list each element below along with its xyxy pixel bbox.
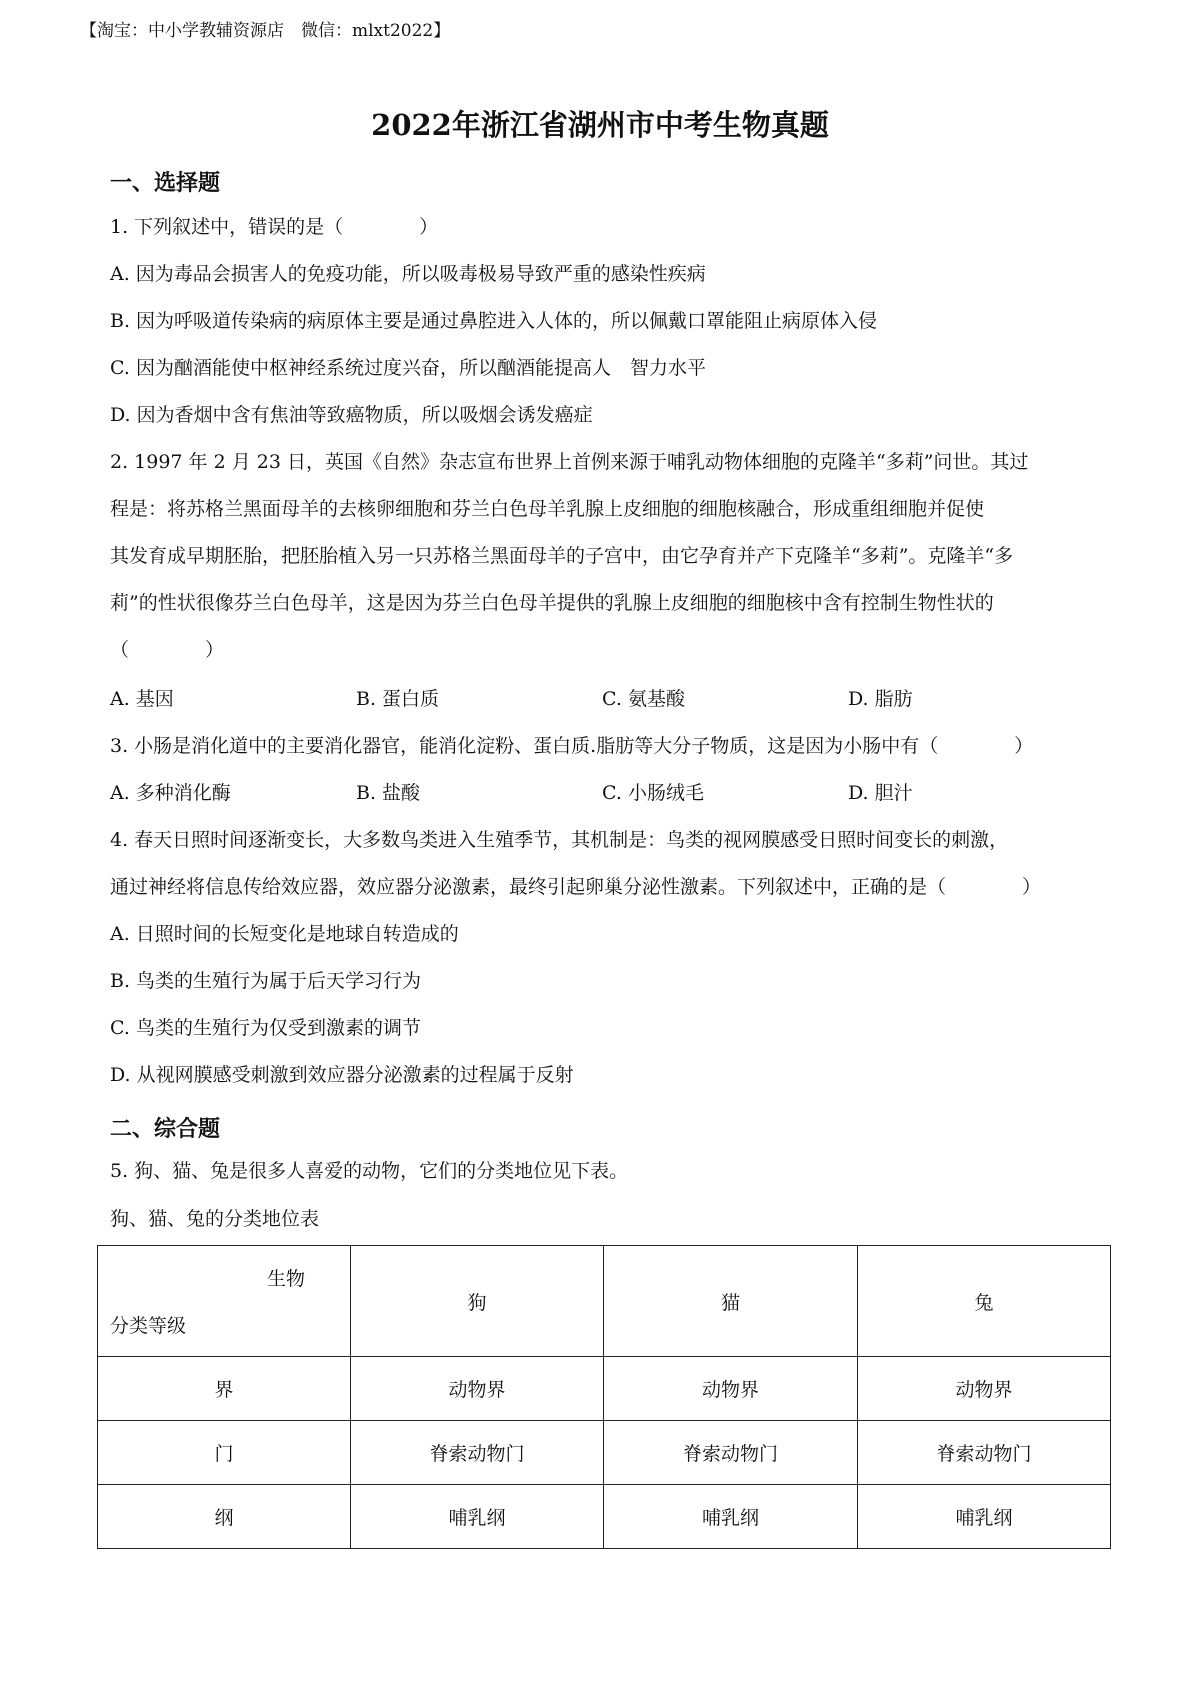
question-5-stem: 5. 狗、猫、兔是很多人喜爱的动物，它们的分类地位见下表。 — [110, 1160, 629, 1182]
question-1-option-d: D. 因为香烟中含有焦油等致癌物质，所以吸烟会诱发癌症 — [110, 404, 593, 426]
question-2-line: 2. 1997 年 2 月 23 日，英国《自然》杂志宣布世界上首例来源于哺乳动物体细胞的克隆羊“多莉”问世。其过 — [110, 451, 1029, 473]
row-header: 纲 — [98, 1485, 351, 1549]
table-cell: 动物界 — [351, 1357, 604, 1421]
section-heading-choice: 一、选择题 — [110, 170, 221, 196]
page-title: 2022年浙江省湖州市中考生物真题 — [371, 108, 829, 142]
question-2-line: （ ） — [110, 639, 225, 661]
question-4-line: 4. 春天日照时间逐渐变长，大多数鸟类进入生殖季节，其机制是：鸟类的视网膜感受日照时间变长的刺激， — [110, 829, 1009, 851]
table-row — [98, 1485, 1111, 1549]
column-header: 猫 — [604, 1246, 858, 1357]
table-cell: 哺乳纲 — [604, 1485, 858, 1549]
question-4-option-b: B. 鸟类的生殖行为属于后天学习行为 — [110, 970, 422, 992]
row-header: 门 — [98, 1421, 351, 1485]
question-2-option-c: C. 氨基酸 — [602, 688, 685, 710]
question-1-option-c: C. 因为酗酒能使中枢神经系统过度兴奋，所以酗酒能提高人 智力水平 — [110, 357, 706, 379]
question-2-line: 其发育成早期胚胎，把胚胎植入另一只苏格兰黑面母羊的子宫中，由它孕育并产下克隆羊“多莉”。克隆羊“多 — [110, 545, 1014, 567]
question-3-option-c: C. 小肠绒毛 — [602, 782, 704, 804]
table-header-row — [98, 1246, 1111, 1357]
question-2-line: 程是：将苏格兰黑面母羊的去核卵细胞和芬兰白色母羊乳腺上皮细胞的细胞核融合，形成重组细胞并促使 — [110, 498, 985, 520]
question-3-option-d: D. 胆汁 — [848, 782, 913, 804]
table-cell: 脊索动物门 — [858, 1421, 1111, 1485]
question-1-stem: 1. 下列叙述中，错误的是（ ） — [110, 216, 439, 238]
question-1-option-a: A. 因为毒品会损害人的免疫功能，所以吸毒极易导致严重的感染性疾病 — [110, 263, 706, 285]
corner-label-organism: 生物 — [266, 1268, 305, 1290]
column-header: 兔 — [858, 1246, 1111, 1357]
taxonomy-table — [97, 1245, 1111, 1549]
question-3-stem: 3. 小肠是消化道中的主要消化器官，能消化淀粉、蛋白质.脂肪等大分子物质，这是因为小肠中有（ ） — [110, 735, 1034, 757]
corner-label-rank: 分类等级 — [110, 1315, 187, 1337]
question-2-line: 莉”的性状很像芬兰白色母羊，这是因为芬兰白色母羊提供的乳腺上皮细胞的细胞核中含有控制生物性状的 — [110, 592, 994, 614]
table-corner-cell — [98, 1246, 351, 1357]
question-3-option-b: B. 盐酸 — [356, 782, 421, 804]
question-2-option-d: D. 脂肪 — [848, 688, 913, 710]
table-cell: 脊索动物门 — [604, 1421, 858, 1485]
table-cell: 动物界 — [858, 1357, 1111, 1421]
question-4-line: 通过神经将信息传给效应器，效应器分泌激素，最终引起卵巢分泌性激素。下列叙述中，正确的是（ ） — [110, 876, 1042, 898]
question-3-option-a: A. 多种消化酶 — [110, 782, 231, 804]
question-2-option-b: B. 蛋白质 — [356, 688, 440, 710]
column-header: 狗 — [351, 1246, 604, 1357]
header-note: 【淘宝：中小学教辅资源店 微信：mlxt2022】 — [80, 21, 451, 41]
table-cell: 哺乳纲 — [858, 1485, 1111, 1549]
question-4-option-c: C. 鸟类的生殖行为仅受到激素的调节 — [110, 1017, 421, 1039]
table-cell: 动物界 — [604, 1357, 858, 1421]
question-4-option-a: A. 日照时间的长短变化是地球自转造成的 — [110, 923, 459, 945]
section-heading-comprehensive: 二、综合题 — [110, 1116, 221, 1142]
table-cell: 哺乳纲 — [351, 1485, 604, 1549]
question-2-option-a: A. 基因 — [110, 688, 174, 710]
table-row — [98, 1357, 1111, 1421]
table-caption: 狗、猫、兔的分类地位表 — [110, 1208, 320, 1230]
table-cell: 脊索动物门 — [351, 1421, 604, 1485]
table-row — [98, 1421, 1111, 1485]
row-header: 界 — [98, 1357, 351, 1421]
question-4-option-d: D. 从视网膜感受刺激到效应器分泌激素的过程属于反射 — [110, 1064, 574, 1086]
question-1-option-b: B. 因为呼吸道传染病的病原体主要是通过鼻腔进入人体的，所以佩戴口罩能阻止病原体入侵 — [110, 310, 878, 332]
